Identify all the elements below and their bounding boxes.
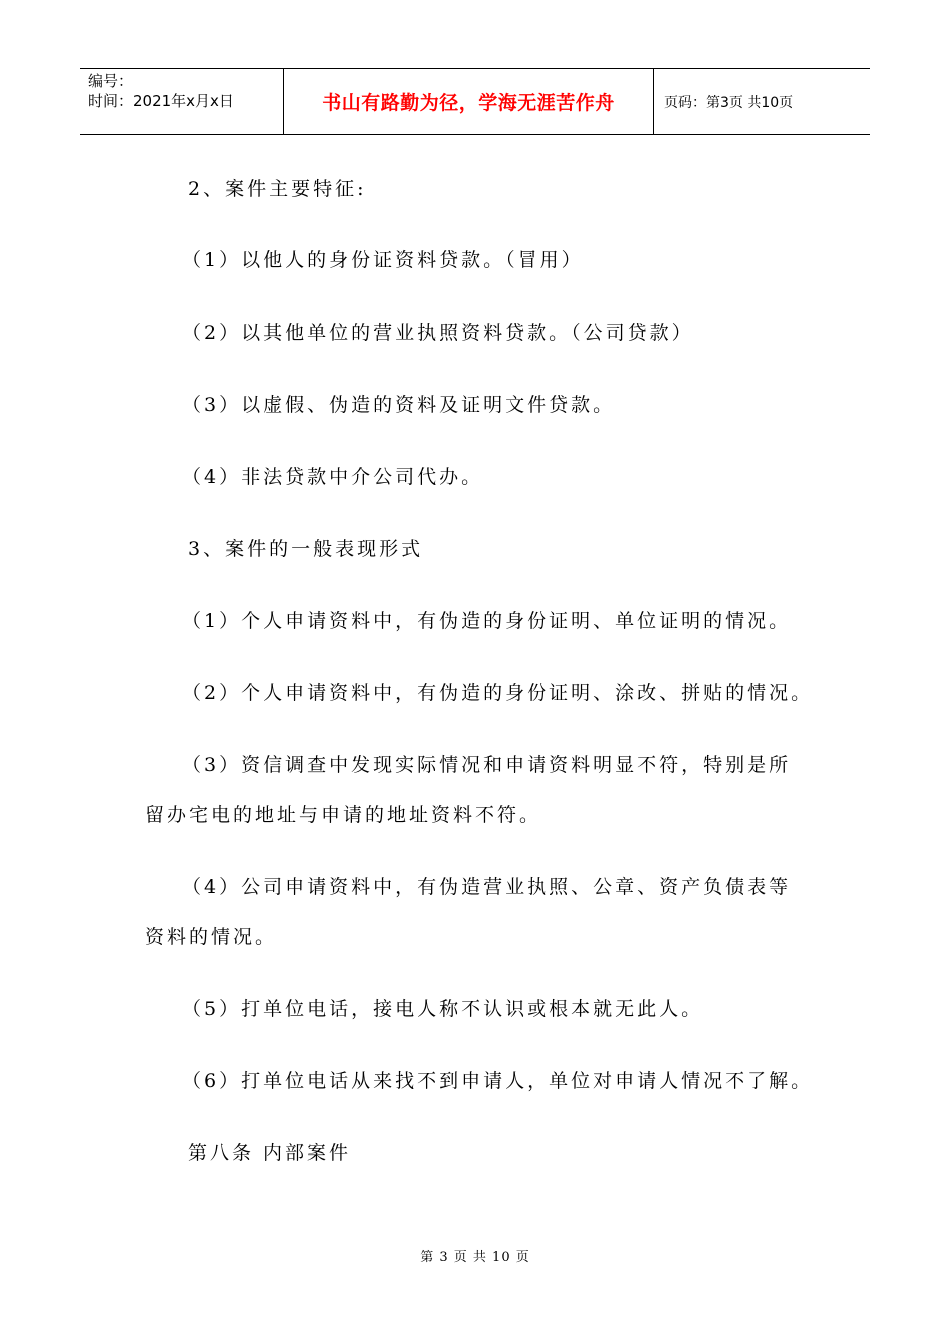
header-motto: 书山有路勤为径，学海无涯苦作舟 <box>283 69 654 134</box>
manifestation-item-3-line2: 留办宅电的地址与申请的地址资料不符。 <box>145 804 542 826</box>
manifestation-item-5: （5）打单位电话，接电人称不认识或根本就无此人。 <box>182 998 704 1020</box>
page-footer: 第 3 页 共 10 页 <box>420 1250 530 1265</box>
manifestation-item-6: （6）打单位电话从来找不到申请人，单位对申请人情况不了解。 <box>182 1070 814 1092</box>
section-heading-main-features: 2、案件主要特征: <box>188 178 367 200</box>
manifestation-item-1: （1）个人申请资料中，有伪造的身份证明、单位证明的情况。 <box>182 610 792 632</box>
feature-item-1: （1）以他人的身份证资料贷款。（冒用） <box>182 249 584 271</box>
feature-item-3: （3）以虚假、伪造的资料及证明文件贷款。 <box>182 394 616 416</box>
feature-item-2: （2）以其他单位的营业执照资料贷款。（公司贷款） <box>182 322 694 344</box>
manifestation-item-2: （2）个人申请资料中，有伪造的身份证明、涂改、拼贴的情况。 <box>182 682 814 704</box>
document-date: 时间：2021年x月x日 <box>88 92 234 110</box>
feature-item-4: （4）非法贷款中介公司代办。 <box>182 466 484 488</box>
manifestation-item-3-line1: （3）资信调查中发现实际情况和申请资料明显不符，特别是所 <box>182 754 792 776</box>
section-heading-manifestations: 3、案件的一般表现形式 <box>188 538 424 560</box>
article-heading-internal-cases: 第八条 内部案件 <box>188 1142 352 1164</box>
manifestation-item-4-line2: 资料的情况。 <box>145 926 278 948</box>
header-page-info: 页码：第3页 共10页 <box>664 94 794 111</box>
document-number-label: 编号： <box>88 72 134 90</box>
manifestation-item-4-line1: （4）公司申请资料中，有伪造营业执照、公章、资产负债表等 <box>182 876 792 898</box>
